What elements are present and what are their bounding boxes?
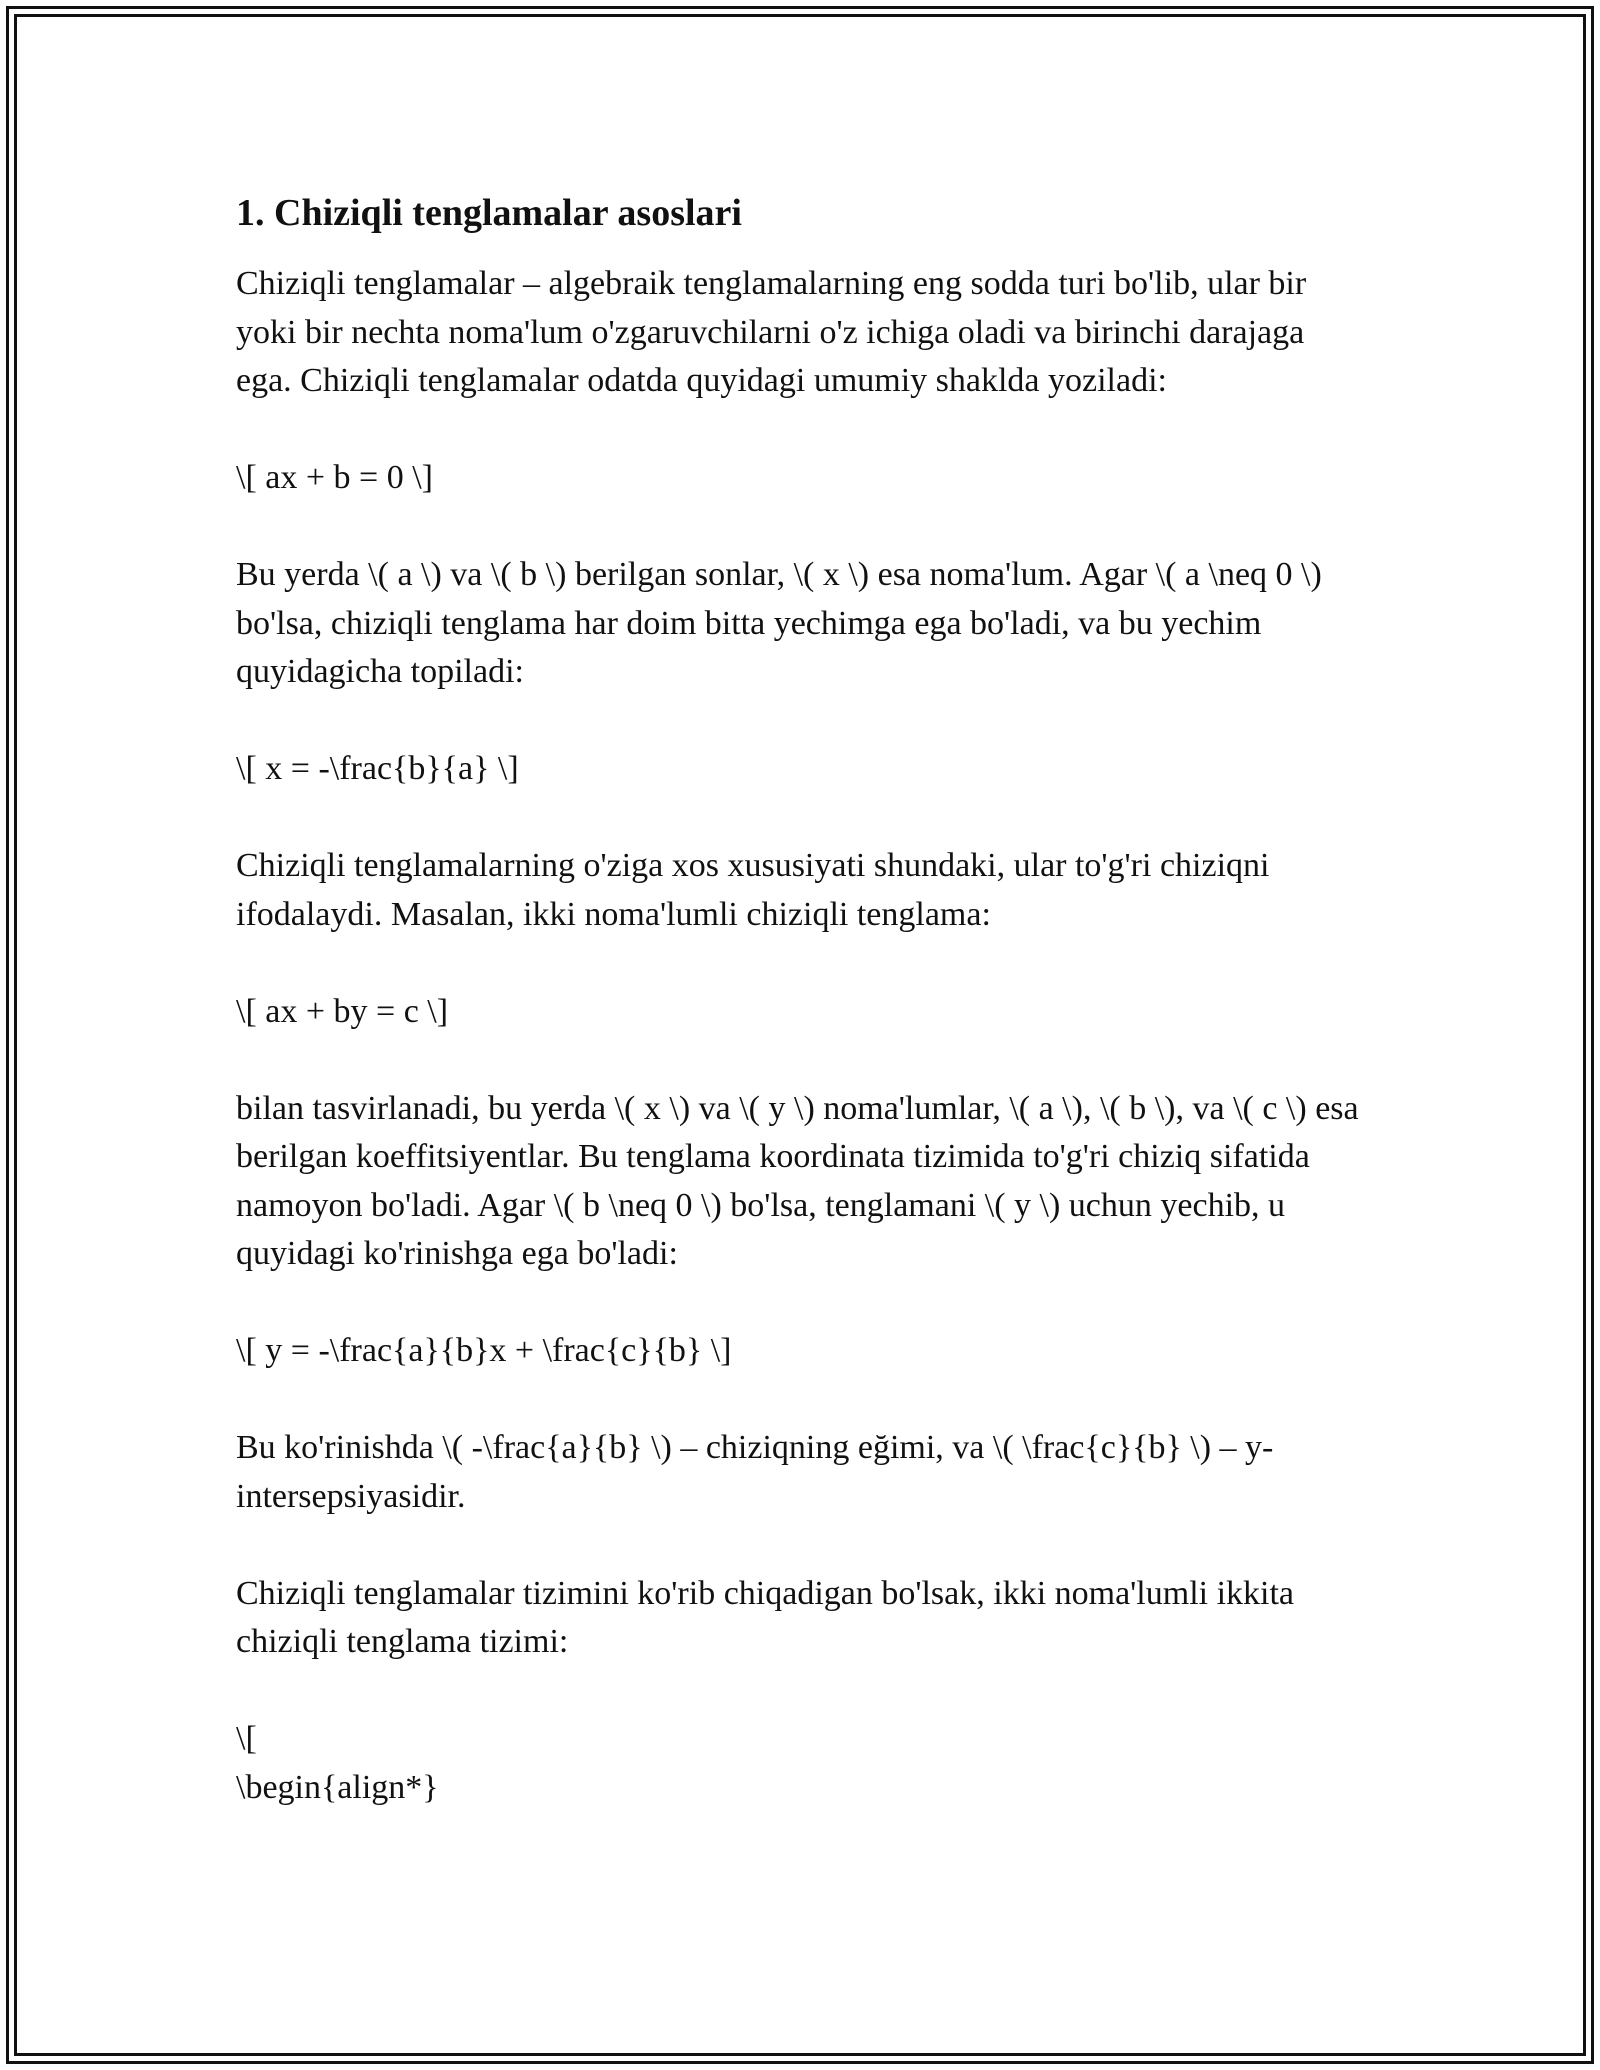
intro-paragraph: Chiziqli tenglamalar – algebraik tenglamalarning eng sodda turi bo'lib, ular bir yoki bir nechta noma'lum o'zgaruvchilarni o'z ichiga oladi va birinchi darajaga ega. Chiziqli tenglamalar odatda quyidagi umumiy shaklda yoziladi: xyxy=(236,265,1307,399)
solution-paragraph: Bu yerda \( a \) va \( b \) berilgan sonlar, \( x \) esa noma'lum. Agar \( a \neq 0 \) bo'lsa, chiziqli tenglama har doim bitta yechimga ega bo'ladi, va bu yechim quyidagicha topiladi: xyxy=(236,556,1322,690)
slope-paragraph: Bu ko'rinishda \( -\frac{a}{b} \) – chiziqning eğimi, va \( \frac{c}{b} \) – y-intersepsiyasidir. xyxy=(236,1429,1274,1515)
equation-slope-intercept: \[ y = -\frac{a}{b}x + \frac{c}{b} \] xyxy=(236,1332,732,1369)
equation-solution: \[ x = -\frac{b}{a} \] xyxy=(236,750,519,787)
equation-general-form: \[ ax + b = 0 \] xyxy=(236,459,433,496)
section-heading: 1. Chiziqli tenglamalar asoslari xyxy=(236,192,742,234)
system-paragraph: Chiziqli tenglamalar tizimini ko'rib chiqadigan bo'lsak, ikki noma'lumli ikkita chiziqli tenglama tizimi: xyxy=(236,1574,1295,1660)
coefficients-paragraph: bilan tasvirlanadi, bu yerda \( x \) va \( y \) noma'lumlar, \( a \), \( b \), va \( c \) esa berilgan koeffitsiyentlar. Bu tenglama koordinata tizimida to'g'ri chiziq sifatida namoyon bo'ladi. Agar \( b \neq 0 \) bo'lsa, tenglamani \( y \) uchun yechib, u quyidagi ko'rinishga ega bo'ladi: xyxy=(236,1089,1359,1272)
document-body xyxy=(236,186,1366,1812)
equation-open-bracket: \[ xyxy=(236,1720,257,1757)
equation-begin-align: \begin{align*} xyxy=(236,1768,439,1806)
equation-two-variables: \[ ax + by = c \] xyxy=(236,992,449,1030)
line-property-paragraph: Chiziqli tenglamalarning o'ziga xos xususiyati shundaki, ular to'g'ri chiziqni ifodalaydi. Masalan, ikki noma'lumli chiziqli tenglama: xyxy=(236,847,1270,933)
